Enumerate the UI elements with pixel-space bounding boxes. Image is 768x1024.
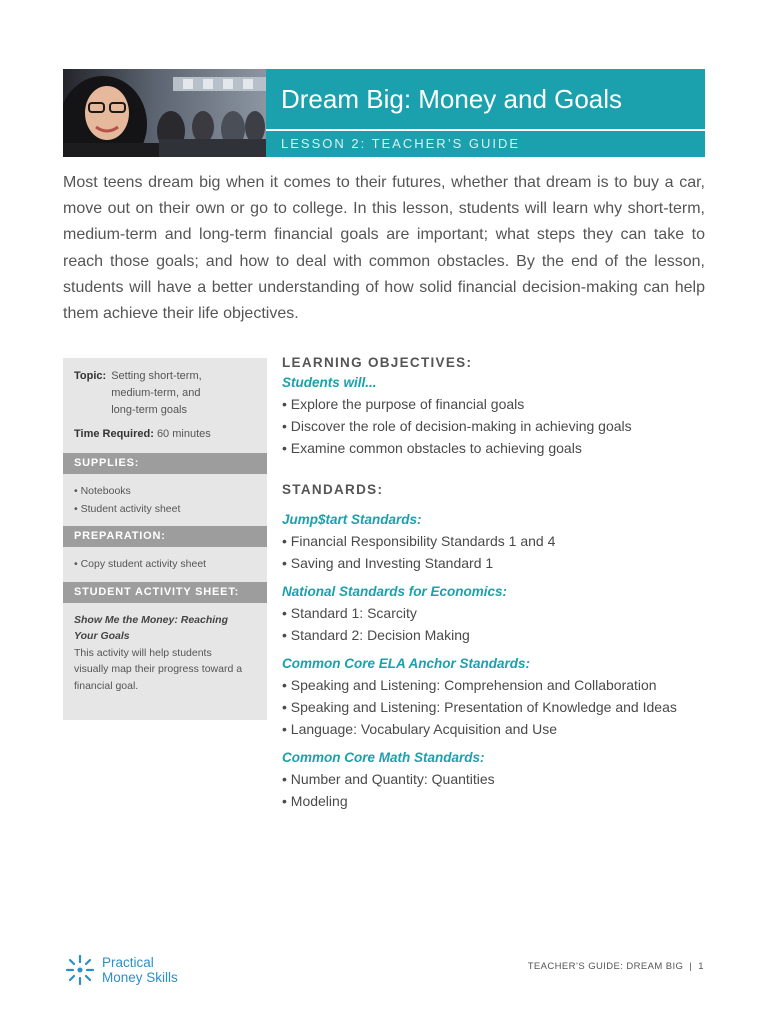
activity-desc-line: visually map their progress toward a xyxy=(74,663,243,675)
standards-heading: STANDARDS: xyxy=(282,482,384,497)
practical-money-skills-logo[interactable] xyxy=(64,953,178,987)
footer-page-label: TEACHER’S GUIDE: DREAM BIG | 1 xyxy=(527,961,704,972)
activity-block xyxy=(63,603,267,695)
standard-item: • Number and Quantity: Quantities xyxy=(282,771,495,787)
time-label: Time Required: xyxy=(74,428,154,440)
standards-group-title: Common Core Math Standards: xyxy=(282,750,485,765)
activity-heading: STUDENT ACTIVITY SHEET: xyxy=(63,582,267,603)
hero-photo xyxy=(63,69,266,157)
lesson-subtitle: LESSON 2: TEACHER’S GUIDE xyxy=(266,131,705,157)
standard-item: • Modeling xyxy=(282,793,348,809)
supplies-list xyxy=(63,474,267,526)
topic-block xyxy=(63,358,267,443)
topic-label: Topic: xyxy=(74,370,107,382)
burst-icon xyxy=(64,953,96,987)
standard-item: • Financial Responsibility Standards 1 and 4 xyxy=(282,533,556,549)
activity-desc-line: financial goal. xyxy=(74,679,139,692)
topic-line: long-term goals xyxy=(111,404,188,416)
activity-desc-line: This activity will help students xyxy=(74,646,212,659)
standard-item: • Saving and Investing Standard 1 xyxy=(282,555,494,571)
standard-item: • Speaking and Listening: Presentation of Knowledge and Ideas xyxy=(282,699,677,715)
logo-line: Money Skills xyxy=(102,970,178,985)
supplies-heading: SUPPLIES: xyxy=(63,453,267,474)
topic-line: Setting short-term, xyxy=(111,370,202,382)
preparation-heading: PREPARATION: xyxy=(63,526,267,547)
topic-value xyxy=(111,368,201,419)
objectives-heading: LEARNING OBJECTIVES: xyxy=(282,355,473,370)
preparation-item: • Copy student activity sheet xyxy=(74,558,207,570)
standards-group-title: National Standards for Economics: xyxy=(282,584,508,599)
activity-title-line: Show Me the Money: Reaching xyxy=(74,613,229,626)
standards-group-title: Common Core ELA Anchor Standards: xyxy=(282,656,531,671)
activity-title-line: Your Goals xyxy=(74,630,130,642)
sidebar-panel xyxy=(63,358,267,720)
standard-item: • Standard 2: Decision Making xyxy=(282,627,470,643)
logo-line: Practical xyxy=(102,955,154,970)
topic-line: medium-term, and xyxy=(111,387,201,399)
time-required xyxy=(74,426,257,443)
intro-paragraph: Most teens dream big when it comes to their futures, whether that dream is to buy a car, move out on their own or go to college. In this lesson, students will learn why short-term, medium-term and long-term financial goals are important; what steps they can take to reach those goals; and how to deal with common obstacles. By the end of the lesson, students will have a better understanding of how solid financial decision-making can help them achieve their life objectives. xyxy=(63,174,705,323)
standard-item: • Language: Vocabulary Acquisition and Use xyxy=(282,721,557,737)
main-column xyxy=(282,353,712,812)
standards-group-title: Jump$tart Standards: xyxy=(282,512,422,527)
logo-text xyxy=(102,955,178,985)
lesson-title: Dream Big: Money and Goals xyxy=(266,69,705,129)
objective-item: • Discover the role of decision-making in achieving goals xyxy=(282,418,632,434)
preparation-list xyxy=(63,547,267,582)
standard-item: • Speaking and Listening: Comprehension and Collaboration xyxy=(282,677,657,693)
supplies-item: • Student activity sheet xyxy=(74,502,181,515)
supplies-item: • Notebooks xyxy=(74,485,131,497)
objective-item: • Explore the purpose of financial goals xyxy=(282,396,525,412)
standard-item: • Standard 1: Scarcity xyxy=(282,605,417,621)
objective-item: • Examine common obstacles to achieving goals xyxy=(282,440,582,456)
objectives-subheading: Students will... xyxy=(282,375,377,390)
time-value: 60 minutes xyxy=(156,428,211,440)
